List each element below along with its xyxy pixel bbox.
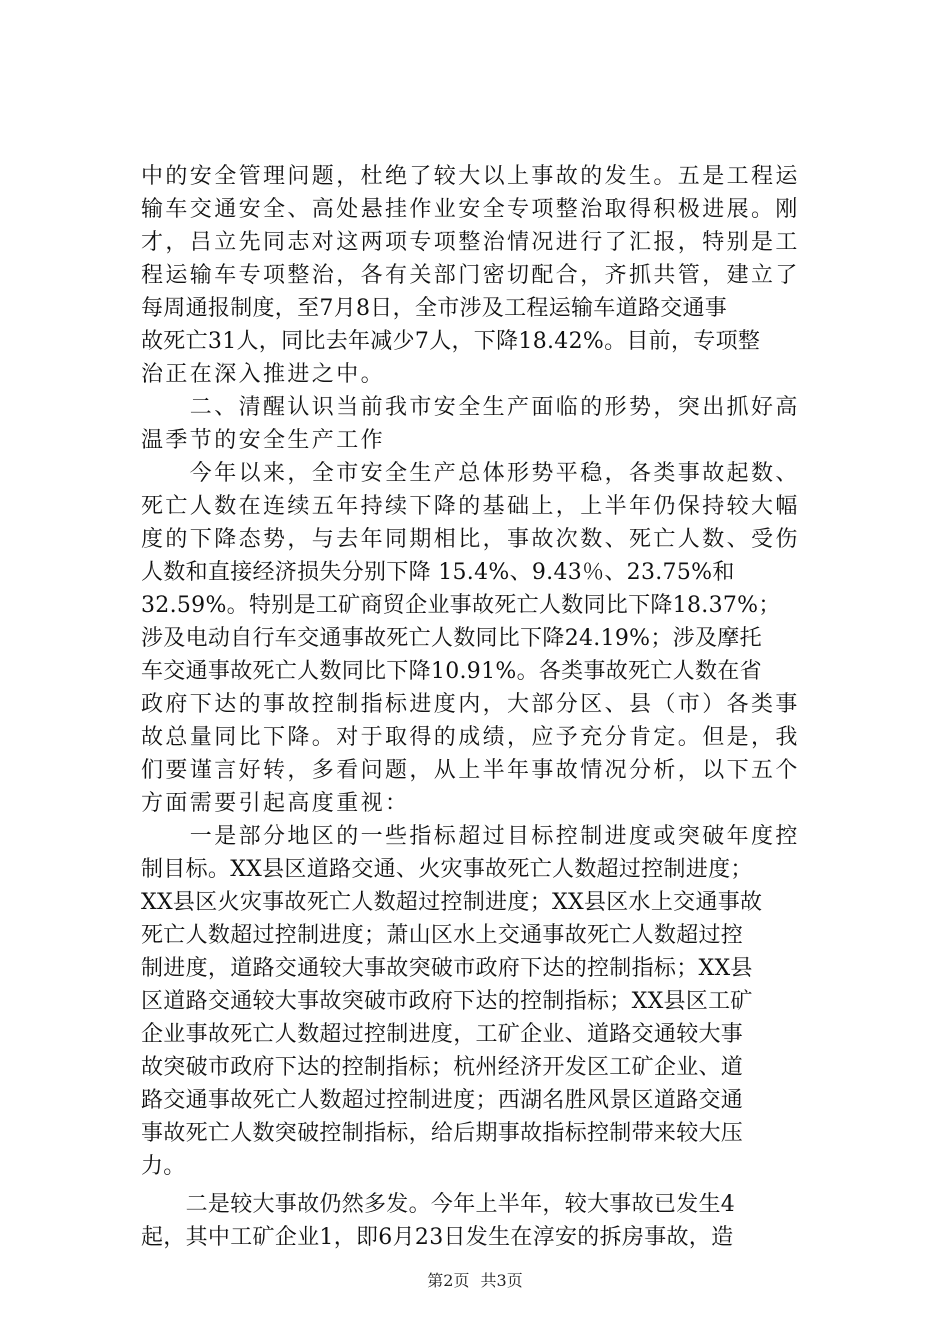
text-line: 度的下降态势，与去年同期相比，事故次数、死亡人数、受伤 [141,527,800,552]
text-line: 方面需要引起高度重视： [141,791,410,816]
section-heading: 二、清醒认识当前我市安全生产面临的形势，突出抓好高 [141,395,800,420]
text-line: 们要谨言好转，多看问题，从上半年事故情况分析，以下五个 [141,758,800,783]
text-line: 死亡人数在连续五年持续下降的基础上，上半年仍保持较大幅 [141,494,800,519]
text-line: 治正在深入推进之中。 [141,362,386,387]
text-line: 程运输车专项整治，各有关部门密切配合，齐抓共管，建立了 [141,263,800,288]
text-line: 起，其中工矿企业1，即6月23日发生在淳安的拆房事故，造 [141,1225,734,1250]
text-line: 输车交通安全、高处悬挂作业安全专项整治取得积极进展。刚 [141,197,800,222]
text-line: 涉及电动自行车交通事故死亡人数同比下降24.19%；涉及摩托 [141,626,762,651]
text-line: 制目标。XX县区道路交通、火灾事故死亡人数超过控制进度； [141,857,753,882]
document-body [141,160,817,1254]
text-line: 一是部分地区的一些指标超过目标控制进度或突破年度控 [141,824,800,849]
text-line: 二是较大事故仍然多发。今年上半年，较大事故已发生4 [141,1192,736,1217]
page-footer [0,1271,950,1291]
text-line: 企业事故死亡人数超过控制进度，工矿企业、道路交通较大事 [141,1022,744,1047]
text-line: 人数和直接经济损失分别下降 15.4%、9.43％、23.75%和 [141,560,735,585]
text-line: 死亡人数超过控制进度；萧山区水上交通事故死亡人数超过控 [141,923,744,948]
text-line: XX县区火灾事故死亡人数超过控制进度；XX县区水上交通事故 [141,890,763,915]
page-total: 共3页 [480,1271,523,1290]
text-line: 区道路交通较大事故突破市政府下达的控制指标；XX县区工矿 [141,989,753,1014]
text-line: 车交通事故死亡人数同比下降10.91%。各类事故死亡人数在省 [141,659,762,684]
text-line: 政府下达的事故控制指标进度内，大部分区、县（市）各类事 [141,692,800,717]
section-heading: 温季节的安全生产工作 [141,428,386,453]
text-line: 制进度，道路交通较大事故突破市政府下达的控制指标；XX县 [141,956,753,981]
page-number: 第2页 [427,1271,470,1290]
text-line: 故死亡31人，同比去年减少7人，下降18.42%。目前，专项整 [141,329,761,354]
text-line: 故突破市政府下达的控制指标；杭州经济开发区工矿企业、道 [141,1055,744,1080]
text-line: 中的安全管理问题，杜绝了较大以上事故的发生。五是工程运 [141,164,800,189]
text-line: 每周通报制度，至7月8日，全市涉及工程运输车道路交通事 [141,296,728,321]
text-line: 才，吕立先同志对这两项专项整治情况进行了汇报，特别是工 [141,230,800,255]
text-line: 路交通事故死亡人数超过控制进度；西湖名胜风景区道路交通 [141,1088,744,1113]
text-line: 32.59%。特别是工矿商贸企业事故死亡人数同比下降18.37%； [141,593,781,618]
text-line: 今年以来，全市安全生产总体形势平稳，各类事故起数、 [141,461,800,486]
text-line: 故总量同比下降。对于取得的成绩，应予充分肯定。但是，我 [141,725,800,750]
text-line: 事故死亡人数突破控制指标，给后期事故指标控制带来较大压 [141,1121,744,1146]
text-line: 力。 [141,1154,186,1179]
